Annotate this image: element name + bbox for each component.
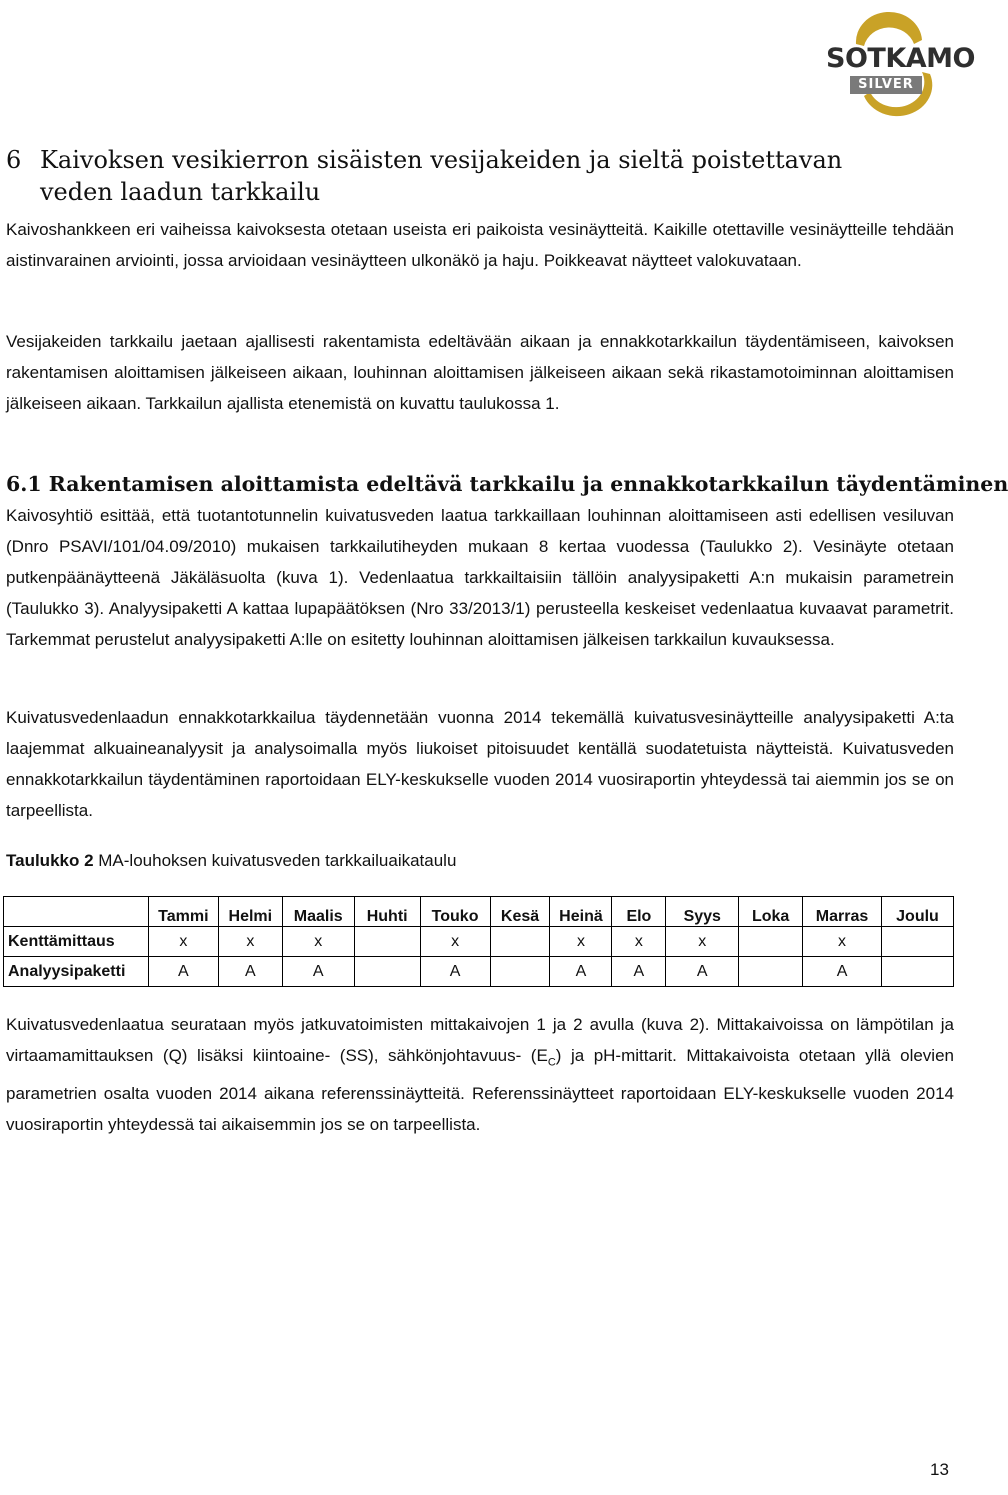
paragraph-monitoring-wells-part2: ) ja pH-mittarit. Mittakaivoista otetaan yllä olevien parametrien osalta vuoden 2014 aikana referenssinäytteitä. Referenssinäytteet raportoidaan ELY-keskukselle vuoden 2014 vuosiraportin yhteydessä tai aikaisemmin jos se on tarpeellista.: [6, 1046, 954, 1135]
table-cell: A: [218, 957, 282, 987]
paragraph-dewatering: Kaivosyhtiö esittää, että tuotantotunnelin kuivatusveden laatua tarkkaillaan louhinnan aloittamiseen asti edellisen vesiluvan (Dnro PSAVI/101/04.09/2010) mukaisen tarkkailutiheyden mukaan 8 kertaa vuodessa (Taulukko 2). Vesinäyte otetaan putkenpäänäytteenä Jäkäläsuolta (kuva 1). Vedenlaatua tarkkailtaisiin tällöin analyysipaketti A:n mukaisin parametrein (Taulukko 3). Analyysipaketti A kattaa lupapäätöksen (Nro 33/2013/1) perusteella keskeiset vedenlaatua kuvaavat parametrit. Tarkemmat perustelut analyysipaketti A:lle on esitetty louhinnan aloittamisen jälkeisen tarkkailun kuvauksessa.: [6, 506, 954, 649]
table-cell: A: [550, 957, 612, 987]
table-cell: [739, 927, 803, 957]
table-caption: [6, 847, 456, 875]
table-header-cell: Elo: [612, 897, 666, 927]
table-header-cell: Syys: [666, 897, 739, 927]
table-header-cell: Helmi: [218, 897, 282, 927]
table-cell: [882, 957, 954, 987]
table-header-cell: Loka: [739, 897, 803, 927]
section-title-line1: Kaivoksen vesikierron sisäisten vesijakeiden ja sieltä poistettavan: [40, 146, 843, 174]
table-header-cell: Maalis: [282, 897, 354, 927]
logo-subtitle: SILVER: [850, 76, 922, 94]
paragraph-periods: Vesijakeiden tarkkailu jaetaan ajallisesti rakentamista edeltävään aikaan ja ennakkotarkkailun täydentämiseen, kaivoksen rakentamisen aloittamisen jälkeiseen aikaan, louhinnan aloittamisen jälkeiseen aikaan sekä rikastamotoiminnan aloittamisen jälkeiseen aikaan. Tarkkailun ajallista etenemistä on kuvattu taulukossa 1.: [6, 332, 954, 413]
table-header-cell: Tammi: [148, 897, 218, 927]
table-header-row: [4, 897, 954, 927]
table-cell: [490, 957, 550, 987]
table-cell: x: [148, 927, 218, 957]
table-header-cell: Kesä: [490, 897, 550, 927]
table-header-cell: Touko: [420, 897, 490, 927]
section-number: 6: [6, 146, 22, 174]
table-cell: A: [420, 957, 490, 987]
paragraph-intro: Kaivoshankkeen eri vaiheissa kaivoksesta otetaan useista eri paikoista vesinäytteitä. Kaikille otettaville vesinäytteille tehdään aistinvarainen arviointi, jossa arvioidaan vesinäytteen ulkonäkö ja haju. Poikkeavat näytteet valokuvataan.: [6, 220, 954, 270]
table-header-cell: Marras: [803, 897, 882, 927]
table-cell: A: [148, 957, 218, 987]
conductivity-subscript: C: [547, 1056, 556, 1069]
table-cell: A: [612, 957, 666, 987]
table-row-label: Kenttämittaus: [4, 927, 149, 957]
section-title-line2: veden laadun tarkkailu: [40, 178, 321, 206]
table-cell: [354, 957, 420, 987]
table-cell: A: [666, 957, 739, 987]
paragraph-monitoring-wells-part1: Kuivatusvedenlaatua seurataan myös jatkuvatoimisten mittakaivojen 1 ja 2 avulla (kuva 2). Mittakaivoissa on lämpötilan ja virtaamamittauksen (Q) lisäksi kiintoaine- (SS), sähkönjohtavuus- (E: [6, 1015, 954, 1065]
table-header-cell: Huhti: [354, 897, 420, 927]
table-cell: x: [282, 927, 354, 957]
schedule-table: [3, 896, 954, 987]
table-header-cell: Heinä: [550, 897, 612, 927]
logo-wordmark: SOTKAMO: [826, 43, 975, 74]
table-caption-label: Taulukko 2: [6, 851, 94, 870]
page-number: 13: [930, 1460, 949, 1479]
table-row: [4, 957, 954, 987]
table-cell: [882, 927, 954, 957]
table-cell: x: [420, 927, 490, 957]
subsection-heading: 6.1 Rakentamisen aloittamista edeltävä tarkkailu ja ennakkotarkkailun täydentäminen: [6, 472, 1008, 496]
table-cell: x: [550, 927, 612, 957]
table-row: [4, 927, 954, 957]
section-heading: [6, 144, 926, 208]
table-cell: A: [803, 957, 882, 987]
table-header-cell: Joulu: [882, 897, 954, 927]
table-cell: [739, 957, 803, 987]
table-row-label: Analyysipaketti: [4, 957, 149, 987]
table-header-cell: [4, 897, 149, 927]
table-caption-text: MA-louhoksen kuivatusveden tarkkailuaikataulu: [93, 851, 457, 870]
table-cell: x: [612, 927, 666, 957]
table-cell: x: [218, 927, 282, 957]
company-logo: [826, 10, 975, 102]
table-cell: [354, 927, 420, 957]
table-cell: A: [282, 957, 354, 987]
table-cell: x: [803, 927, 882, 957]
paragraph-preliminary: Kuivatusvedenlaadun ennakkotarkkailua täydennetään vuonna 2014 tekemällä kuivatusvesinäytteille analyysipaketti A:ta laajemmat alkuaineanalyysit ja analysoimalla myös liukoiset pitoisuudet kentällä suodatetuista näytteistä. Kuivatusveden ennakkotarkkailun täydentäminen raportoidaan ELY-keskukselle vuoden 2014 vuosiraportin yhteydessä tai aiemmin jos se on tarpeellista.: [6, 708, 954, 820]
table-cell: [490, 927, 550, 957]
paragraph-monitoring-wells: [6, 1009, 954, 1140]
table-cell: x: [666, 927, 739, 957]
